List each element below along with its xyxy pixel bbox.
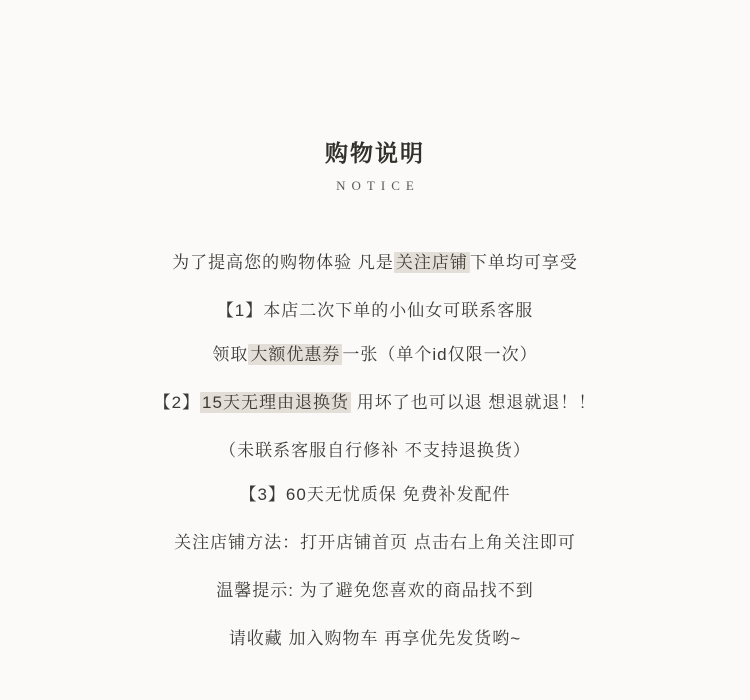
notice-line-2: 【1】本店二次下单的小仙女可联系客服 [216, 300, 534, 320]
page-title: 购物说明 [325, 140, 425, 166]
notice-line-3-prefix: 领取 [212, 344, 249, 364]
notice-body [0, 222, 750, 651]
notice-line-1-suffix: 下单均可享受 [469, 252, 578, 272]
notice-line-8: 温馨提示: 为了避免您喜欢的商品找不到 [216, 581, 534, 601]
notice-line-3-suffix: 一张（单个id仅限一次） [342, 344, 538, 364]
notice-line-4-prefix: 【2】 [153, 392, 201, 412]
notice-line-9: 请收藏 加入购物车 再享优先发货哟~ [228, 629, 522, 649]
notice-line-3 [212, 344, 537, 366]
notice-line-3-highlight: 大额优惠券 [250, 344, 341, 364]
notice-line-7: 关注店铺方法：打开店铺首页 点击右上角关注即可 [174, 533, 576, 553]
notice-line-4-highlight: 15天无理由退换货 [202, 392, 349, 412]
notice-line-1-prefix: 为了提高您的购物体验 凡是 [172, 252, 394, 272]
page-subtitle: NOTICE [336, 177, 420, 193]
notice-line-4 [154, 392, 597, 414]
notice-line-1 [172, 252, 578, 274]
notice-line-6: 【3】60天无忧质保 免费补发配件 [239, 485, 511, 505]
notice-line-5: （未联系客服自行修补 不支持退换货） [219, 440, 531, 460]
notice-line-1-highlight: 关注店铺 [395, 252, 468, 272]
notice-line-4-suffix: 用坏了也可以退 想退就退！！ [350, 392, 597, 412]
